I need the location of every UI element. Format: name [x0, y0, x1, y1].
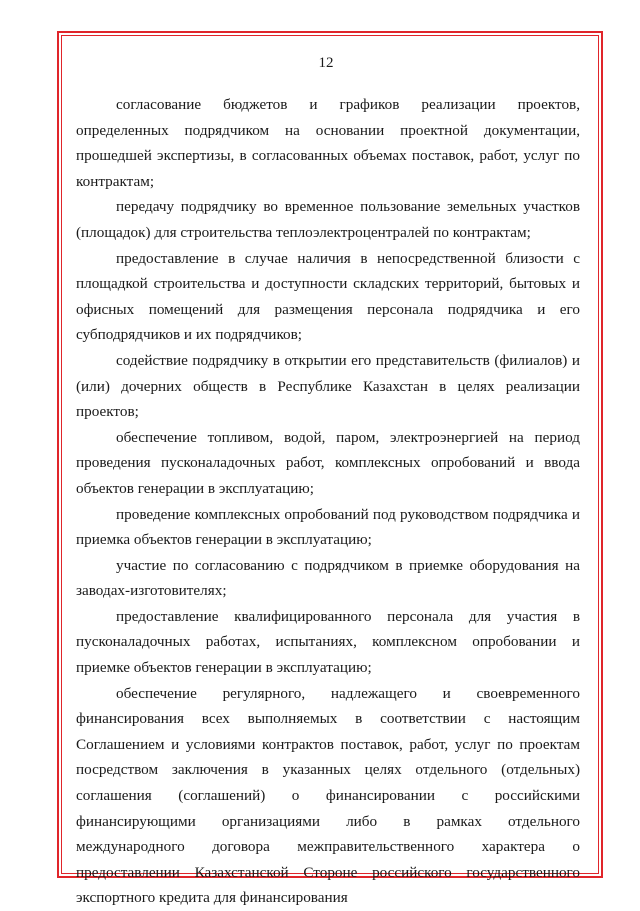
paragraph-complex-testing: проведение комплексных опробований под руководством подрядчика и приемка объектов генерации в эксплуатацию;: [76, 505, 580, 549]
paragraph-equipment-acceptance: участие по согласованию с подрядчиком в приемке оборудования на заводах-изготовителях;: [76, 556, 580, 600]
paragraph-utilities-supply: обеспечение топливом, водой, паром, электроэнергией на период проведения пусконаладочных работ, комплексных опробований и ввода объектов генерации в эксплуатацию;: [76, 428, 580, 497]
page-number: 12: [318, 55, 334, 71]
paragraph-budget-approval: согласование бюджетов и графиков реализации проектов, определенных подрядчиком на основании проектной документации, прошедшей экспертизы, в согласованных объемах поставок, работ, услуг по контрактам;: [76, 96, 580, 190]
paragraph-financing: обеспечение регулярного, надлежащего и своевременного финансирования всех выполняемых в соответствии с настоящим Соглашением и условиями контрактов поставок, работ, услуг по проектам посредством заключения в указанных целях отдельного (отдельных) соглашения (соглашений) о финансировании с российскими финансирующими организациями либо в рамках отдельного международного договора межправительственного характера о предоставлении Казахстанской Стороне российского государственного экспортного кредита для финансирования: [76, 684, 580, 907]
paragraph-qualified-personnel: предоставление квалифицированного персонала для участия в пусконаладочных работах, испытаниях, комплексном опробовании и приемке объектов генерации в эксплуатацию;: [76, 607, 580, 677]
document-body: [76, 92, 580, 911]
paragraph-land-transfer: передачу подрядчику во временное пользование земельных участков (площадок) для строительства теплоэлектроцентралей по контрактам;: [76, 198, 580, 241]
paragraph-premises-provision: предоставление в случае наличия в непосредственной близости с площадкой строительства и доступности складских территорий, бытовых и офисных помещений для размещения персонала подрядчика и его субподрядчиков и их подрядчиков;: [76, 249, 580, 344]
paragraph-representative-offices: содействие подрядчику в открытии его представительств (филиалов) и (или) дочерних обществ в Республике Казахстан в целях реализации проектов;: [76, 351, 580, 421]
